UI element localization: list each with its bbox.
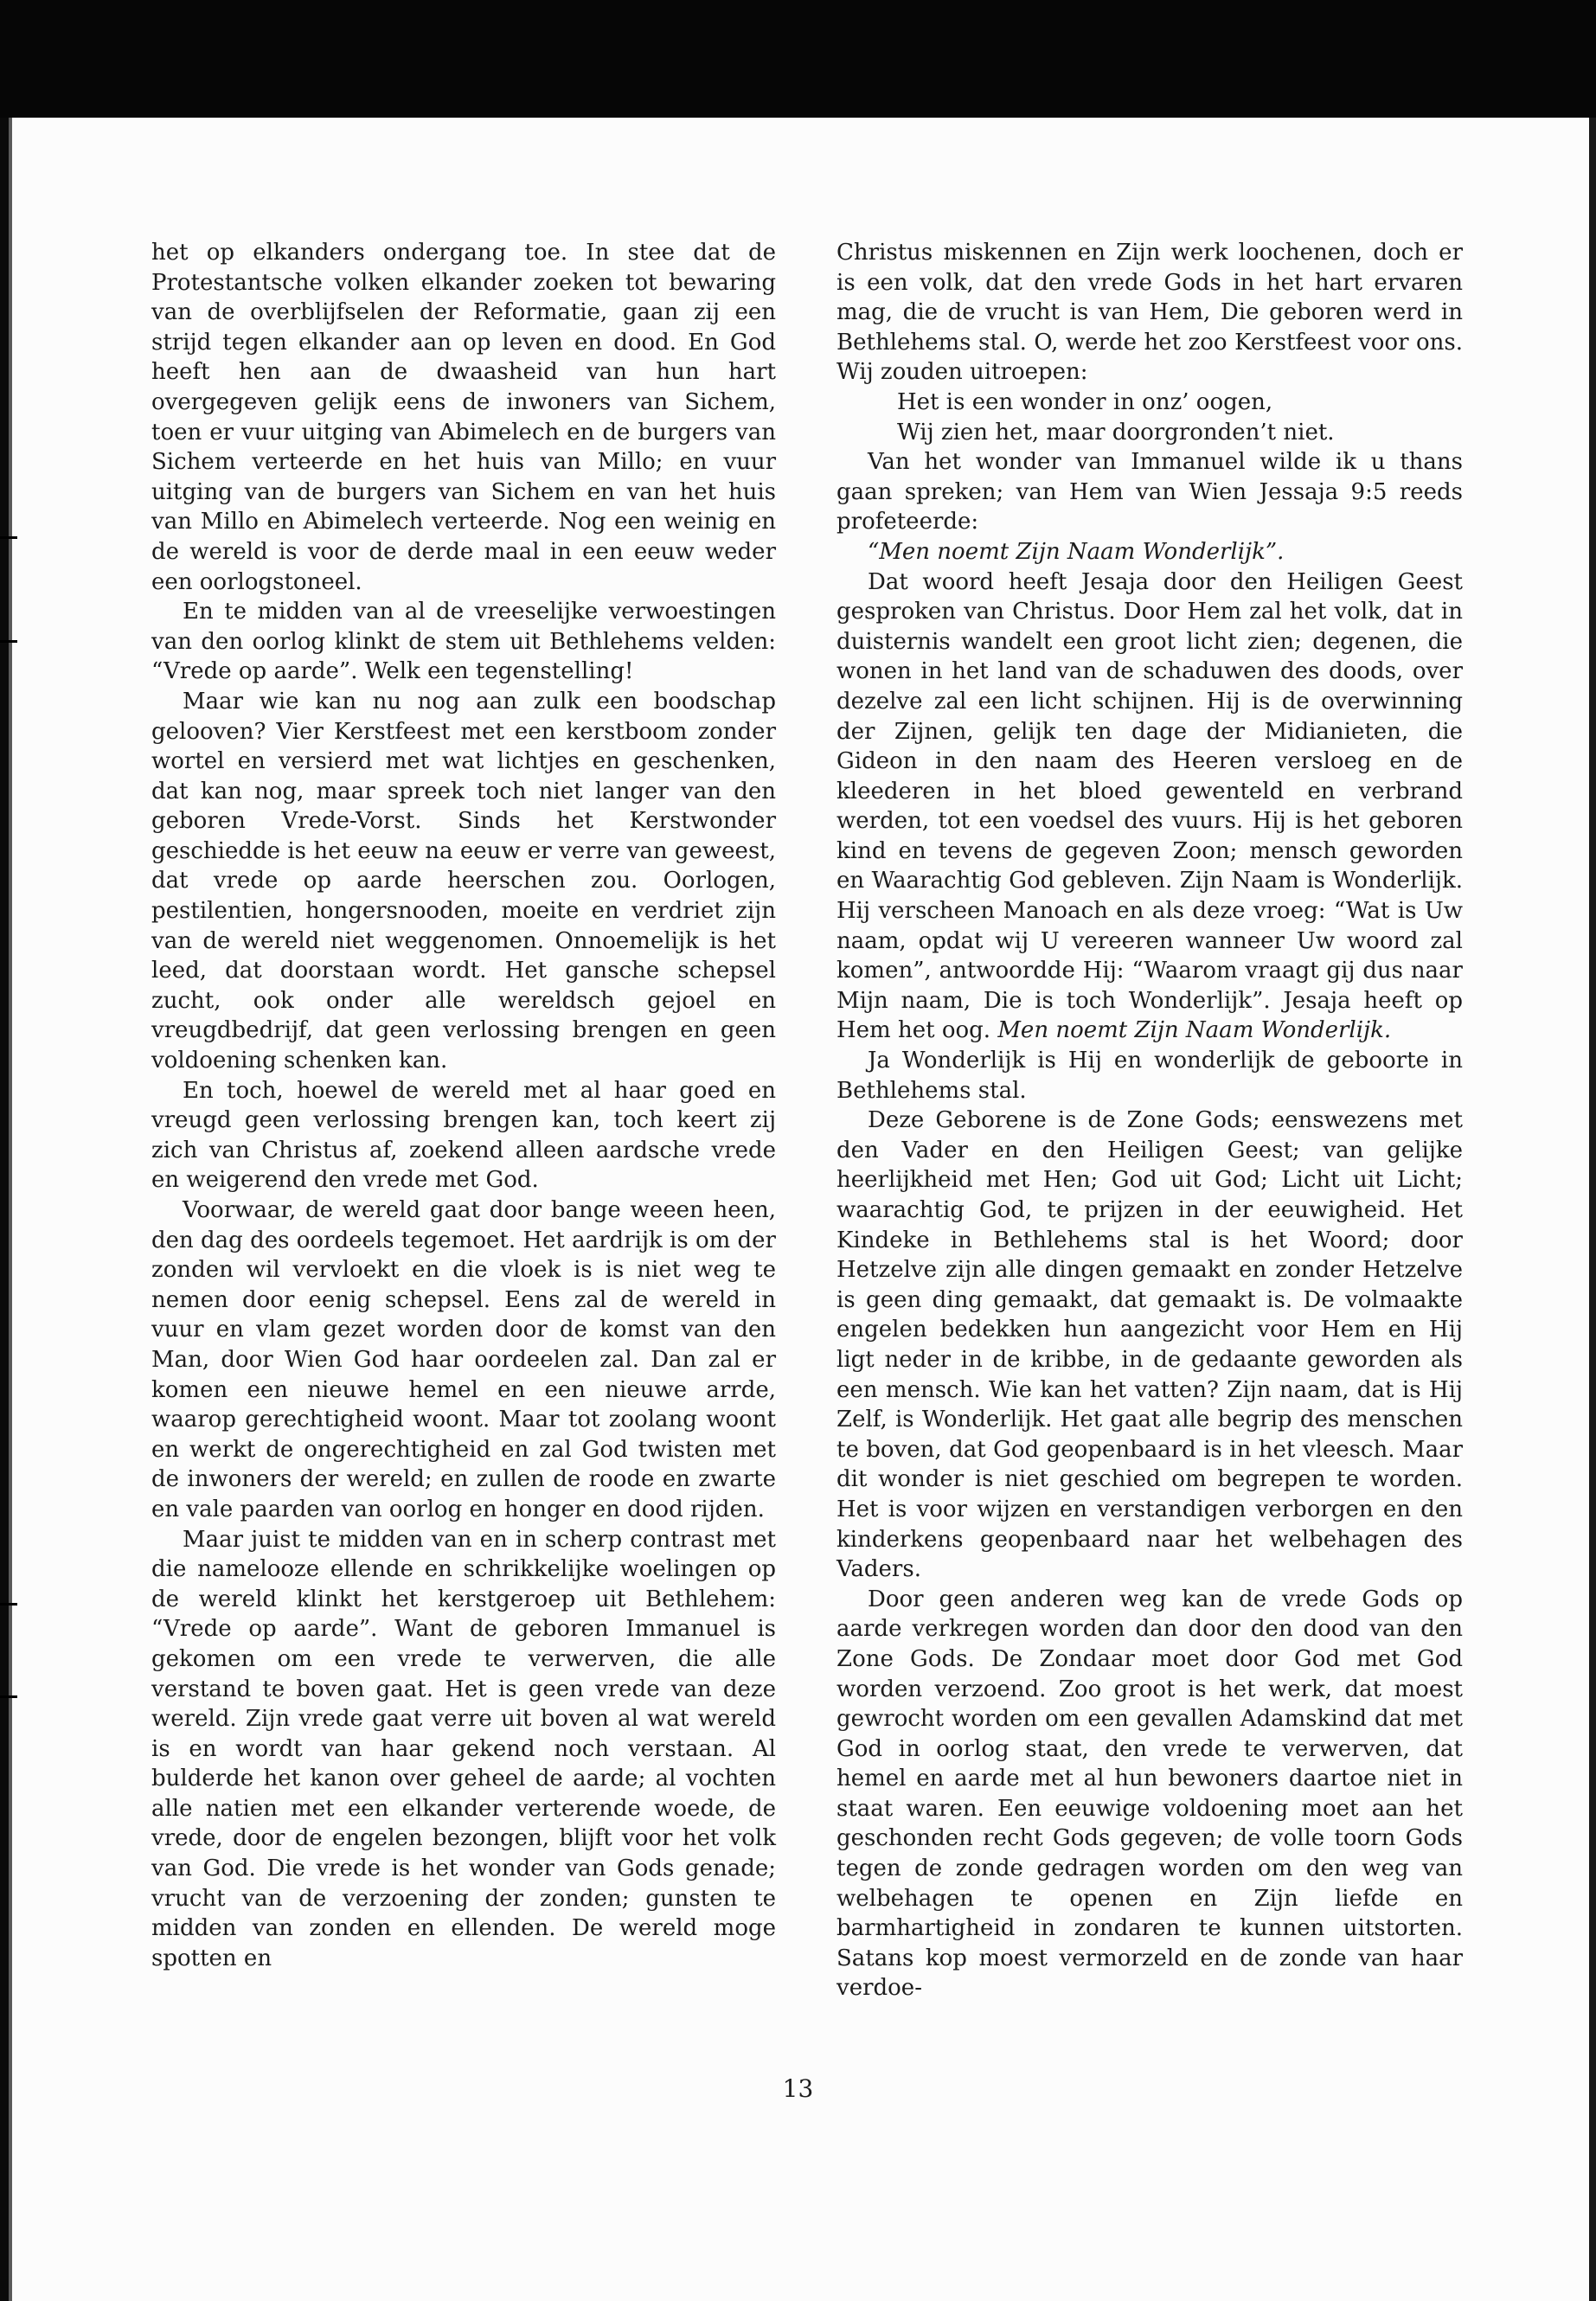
- paragraph: Door geen anderen weg kan de vrede Gods op aarde verkregen worden dan door den dood van den Zone Gods. De Zondaar moet door God met God worden verzoend. Zoo groot is het werk, dat moest gewrocht worden om een gevallen Adamskind dat met God in oorlog staat, den vrede te verwerven, dat hemel en aarde met al hun bewoners daartoe niet in staat waren. Een eeuwige voldoening moet aan het geschonden recht Gods gegeven; de volle toorn Gods tegen de zonde gedragen worden om den weg van welbehagen te openen en Zijn liefde en barmhartigheid in zondaren te kunnen uitstorten. Satans kop moest vermorzeld en de zonde van haar verdoe-: [836, 1586, 1463, 2002]
- paragraph: Deze Geborene is de Zone Gods; eenswezens met den Vader en den Heiligen Geest; van gelijke heerlijkheid met Hen; God uit God; Licht uit Licht; waarachtig God, te prijzen in der eeuwigheid. Het Kindeke in Bethlehems stal is het Woord; door Hetzelve zijn alle dingen gemaakt en zonder Hetzelve is geen ding gemaakt, dat gemaakt is. De volmaakte engelen bedekken hun aangezicht voor Hem en Hij ligt neder in de kribbe, in de gedaante geworden als een mensch. Wie kan het vatten? Zijn naam, dat is Hij Zelf, is Wonderlijk. Het gaat alle begrip des menschen te boven, dat God geopenbaard is in het vleesch. Maar dit wonder is niet geschied om begrepen te worden. Het is voor wijzen en verstandigen verborgen en den kinderkens geopenbaard naar het welbehagen des Vaders.: [836, 1107, 1463, 1583]
- scan-top-border: [0, 0, 1596, 118]
- paragraph: Ja Wonderlijk is Hij en wonderlijk de geboorte in Bethlehems stal.: [836, 1048, 1463, 1104]
- paragraph: Van het wonder van Immanuel wilde ik u thans gaan spreken; van Hem van Wien Jessaja 9:5 reeds profeteerde:: [836, 449, 1463, 535]
- binding-mark: [0, 536, 17, 539]
- scan-right-border: [1589, 118, 1596, 2301]
- scripture-quote: “Men noemt Zijn Naam Wonderlijk”.: [868, 538, 1285, 565]
- paragraph: En toch, hoewel de wereld met al haar goed en vreugd geen verlossing brengen kan, toch keert zij zich van Christus af, zoekend alleen aardsche vrede en weigerend den vrede met God.: [151, 1077, 776, 1194]
- page-number: 13: [782, 2074, 814, 2103]
- verse-line: Wij zien het, maar doorgronden’t niet.: [897, 419, 1335, 445]
- paragraph: Maar wie kan nu nog aan zulk een boodschap gelooven? Vier Kerstfeest met een kerstboom zonder wortel en versierd met wat lichtjes en geschenken, dat kan nog, maar spreek toch niet langer van den geboren Vrede-Vorst. Sinds het Kerstwonder geschiedde is het eeuw na eeuw er verre van geweest, dat vrede op aarde heerschen zou. Oorlogen, pestilentien, hongersnooden, moeite en verdriet zijn van de wereld niet weggenomen. Onnoemelijk is het leed, dat doorstaan wordt. Het gansche schepsel zucht, ook onder alle wereldsch gejoel en vreugdbedrijf, dat geen verlossing brengen en geen voldoening schenken kan.: [151, 688, 776, 1074]
- verse-line: Het is een wonder in onz’ oogen,: [897, 388, 1273, 415]
- paragraph-text: Dat woord heeft Jesaja door den Heiligen Geest gesproken van Christus. Door Hem zal het volk, dat in duisternis wandelt een groot licht zien; degenen, die wonen in het land van de schaduwen des doods, over dezelve zal een licht schijnen. Hij is de overwinning der Zijnen, gelijk ten dage der Midianieten, die Gideon in den naam des Heeren versloeg en de kleederen in het bloed gewenteld en verbrand werden, tot een voedsel des vuurs. Hij is het geboren kind en tevens de gegeven Zoon; mensch geworden en Waarachtig God gebleven. Zijn Naam is Wonderlijk. Hij verscheen Manoach en als deze vroeg: “Wat is Uw naam, opdat wij U vereeren wanneer Uw woord zal komen”, antwoordde Hij: “Waarom vraagt gij dus naar Mijn naam, Die is toch Wonderlijk”. Jesaja heeft op Hem het oog.: [836, 568, 1463, 1044]
- paragraph: Maar juist te midden van en in scherp contrast met die namelooze ellende en schrikkelijke woelingen op de wereld klinkt het kerstgeroep uit Bethlehem: “Vrede op aarde”. Want de geboren Immanuel is gekomen om een vrede te verwerven, die alle verstand te boven gaat. Het is geen vrede van deze wereld. Zijn vrede gaat verre uit boven al wat wereld is en wordt van haar gekend noch verstaan. Al bulderde het kanon over geheel de aarde; al vochten alle natien met een elkander verterende woede, de vrede, door de engelen bezongen, blijft voor het volk van God. Die vrede is het wonder van Gods genade; vrucht van de verzoening der zonden; gunsten te midden van zonden en ellenden. De wereld moge spotten en: [151, 1526, 776, 1971]
- paragraph: het op elkanders ondergang toe. In stee dat de Protestantsche volken elkander zoeken tot bewaring van de overblijfselen der Reformatie, gaan zij een strijd tegen elkander aan op leven en dood. En God heeft hen aan de dwaasheid van hun hart overgegeven gelijk eens de inwoners van Sichem, toen er vuur uitging van Abimelech en de burgers van Sichem verteerde en het huis van Millo; en vuur uitging van de burgers van Sichem en van het huis van Millo en Abimelech verteerde. Nog een weinig en de wereld is voor de derde maal in een eeuw weder een oorlogstoneel.: [151, 240, 776, 595]
- scan-left-border: [0, 118, 9, 2301]
- left-text-column: [151, 238, 776, 1973]
- paragraph: [836, 567, 1463, 1047]
- binding-mark: [0, 640, 17, 643]
- paragraph: Christus miskennen en Zijn werk loochenen, doch er is een volk, dat den vrede Gods in het hart ervaren mag, die de vrucht is van Hem, Die geboren werd in Bethlehems stal. O, werde het zoo Kerstfeest voor ons. Wij zouden uitroepen:: [836, 240, 1463, 386]
- italic-phrase: Men noemt Zijn Naam Wonderlijk.: [997, 1017, 1392, 1044]
- right-text-column: [836, 238, 1463, 2003]
- paragraph: Voorwaar, de wereld gaat door bange weeen heen, den dag des oordeels tegemoet. Het aardrijk is om der zonden wil vervloekt en die vloek is is niet weg te nemen door eenig schepsel. Eens zal de wereld in vuur en vlam gezet worden door de komst van den Man, door Wien God haar oordeelen zal. Dan zal er komen een nieuwe hemel en een nieuwe arrde, waarop gerechtigheid woont. Maar tot zoolang woont en werkt de ongerechtigheid en zal God twisten met de inwoners der wereld; en zullen de roode en zwarte en vale paarden van oorlog en honger en dood rijden.: [151, 1197, 776, 1522]
- paragraph: En te midden van al de vreeselijke verwoestingen van den oorlog klinkt de stem uit Bethlehems velden: “Vrede op aarde”. Welk een tegenstelling!: [151, 599, 776, 685]
- binding-mark: [0, 1695, 17, 1698]
- binding-mark: [0, 1603, 17, 1606]
